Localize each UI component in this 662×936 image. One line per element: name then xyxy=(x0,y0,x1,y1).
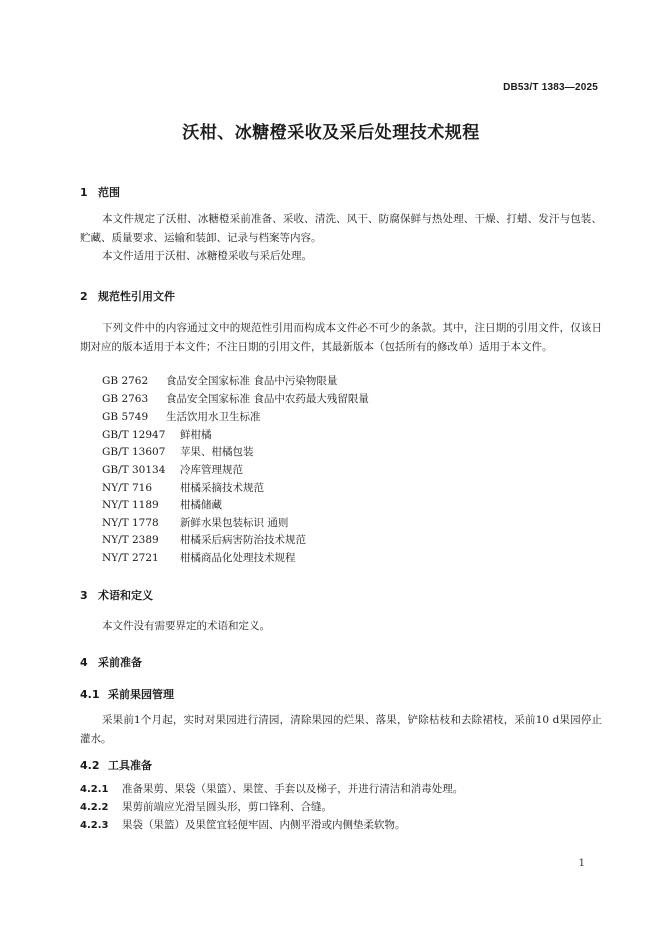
section-number: 2 xyxy=(80,290,88,303)
section-title: 采前准备 xyxy=(98,656,142,669)
reference-name: 柑橘储藏 xyxy=(180,499,222,511)
subsection-4-2-heading xyxy=(80,757,152,773)
subsection-number: 4.2 xyxy=(80,759,100,772)
reference-name: 苹果、柑橘包装 xyxy=(180,446,254,458)
clause-number: 4.2.1 xyxy=(80,784,109,795)
section-1-heading xyxy=(80,184,120,200)
clause-item xyxy=(80,781,463,796)
reference-name: 食品安全国家标准 食品中农药最大残留限量 xyxy=(166,393,369,405)
section-title: 术语和定义 xyxy=(98,589,153,602)
reference-item xyxy=(102,480,264,495)
reference-item xyxy=(102,462,243,477)
subsection-4-1-heading xyxy=(80,686,174,702)
reference-name: 柑橘采后病害防治技术规范 xyxy=(180,534,306,546)
section-1-paragraph-2: 本文件适用于沃柑、冰糖橙采收与采后处理。 xyxy=(102,250,312,262)
page-number: 1 xyxy=(578,858,585,869)
section-3-heading xyxy=(80,587,153,603)
reference-name: 柑橘商品化处理技术规程 xyxy=(180,552,296,564)
reference-code: GB 2762 xyxy=(102,375,149,387)
reference-item xyxy=(102,391,369,406)
reference-item xyxy=(102,550,296,565)
reference-code: GB/T 13607 xyxy=(102,446,166,458)
reference-code: GB/T 12947 xyxy=(102,429,166,441)
clause-text: 果剪前端应光滑呈圆头形，剪口锋利、合缝。 xyxy=(122,801,332,813)
reference-code: GB/T 30134 xyxy=(102,464,166,476)
section-2-heading xyxy=(80,288,175,304)
section-1-paragraph-1: 本文件规定了沃柑、冰糖橙采前准备、采收、清洗、风干、防腐保鲜与热处理、干燥、打蜡、发汗与包装、贮藏、质量要求、运输和装卸、记录与档案等内容。 xyxy=(80,213,602,244)
subsection-title: 工具准备 xyxy=(108,759,152,772)
reference-code: GB 2763 xyxy=(102,393,149,405)
reference-name: 生活饮用水卫生标准 xyxy=(166,411,261,423)
reference-item xyxy=(102,497,222,512)
clause-number: 4.2.2 xyxy=(80,802,109,813)
clause-number: 4.2.3 xyxy=(80,820,109,831)
reference-name: 食品安全国家标准 食品中污染物限量 xyxy=(166,375,338,387)
reference-item xyxy=(102,409,261,424)
reference-code: GB 5749 xyxy=(102,411,149,423)
clause-text: 果袋（果篮）及果筐宜轻便牢固、内侧平滑或内侧垫柔软物。 xyxy=(122,819,406,831)
reference-name: 新鲜水果包装标识 通则 xyxy=(180,517,289,529)
reference-name: 柑橘采摘技术规范 xyxy=(180,482,264,494)
section-number: 1 xyxy=(80,186,88,199)
reference-item xyxy=(102,532,306,547)
reference-name: 冷库管理规范 xyxy=(180,464,243,476)
clause-text: 准备果剪、果袋（果篮）、果筐、手套以及梯子，并进行清洁和消毒处理。 xyxy=(122,783,464,795)
reference-item xyxy=(102,427,212,442)
subsection-title: 采前果园管理 xyxy=(108,688,174,701)
reference-code: NY/T 2721 xyxy=(102,552,159,564)
reference-name: 鲜柑橘 xyxy=(180,429,212,441)
section-number: 3 xyxy=(80,589,88,602)
reference-code: NY/T 716 xyxy=(102,482,153,494)
reference-item xyxy=(102,444,254,459)
reference-code: NY/T 1778 xyxy=(102,517,159,529)
clause-item xyxy=(80,817,406,832)
standard-code: DB53/T 1383—2025 xyxy=(503,82,598,93)
section-2-intro: 下列文件中的内容通过文中的规范性引用而构成本文件必不可少的条款。其中，注日期的引用文件，仅该日期对应的版本适用于本文件；不注日期的引用文件，其最新版本（包括所有的修改单）适用于本文件。 xyxy=(80,322,602,353)
document-title: 沃柑、冰糖橙采收及采后处理技术规程 xyxy=(182,123,480,143)
subsection-4-1-paragraph: 采果前1个月起，实时对果园进行清园，清除果园的烂果、落果，铲除枯枝和去除裙枝，采前10 d果园停止灌水。 xyxy=(80,714,602,745)
section-number: 4 xyxy=(80,656,88,669)
reference-item xyxy=(102,515,288,530)
subsection-number: 4.1 xyxy=(80,688,100,701)
reference-code: NY/T 2389 xyxy=(102,534,159,546)
clause-item xyxy=(80,799,332,814)
reference-code: NY/T 1189 xyxy=(102,499,159,511)
section-3-paragraph: 本文件没有需要界定的术语和定义。 xyxy=(102,620,270,632)
reference-item xyxy=(102,373,337,388)
section-4-heading xyxy=(80,654,142,670)
section-title: 规范性引用文件 xyxy=(98,290,175,303)
section-title: 范围 xyxy=(98,186,120,199)
